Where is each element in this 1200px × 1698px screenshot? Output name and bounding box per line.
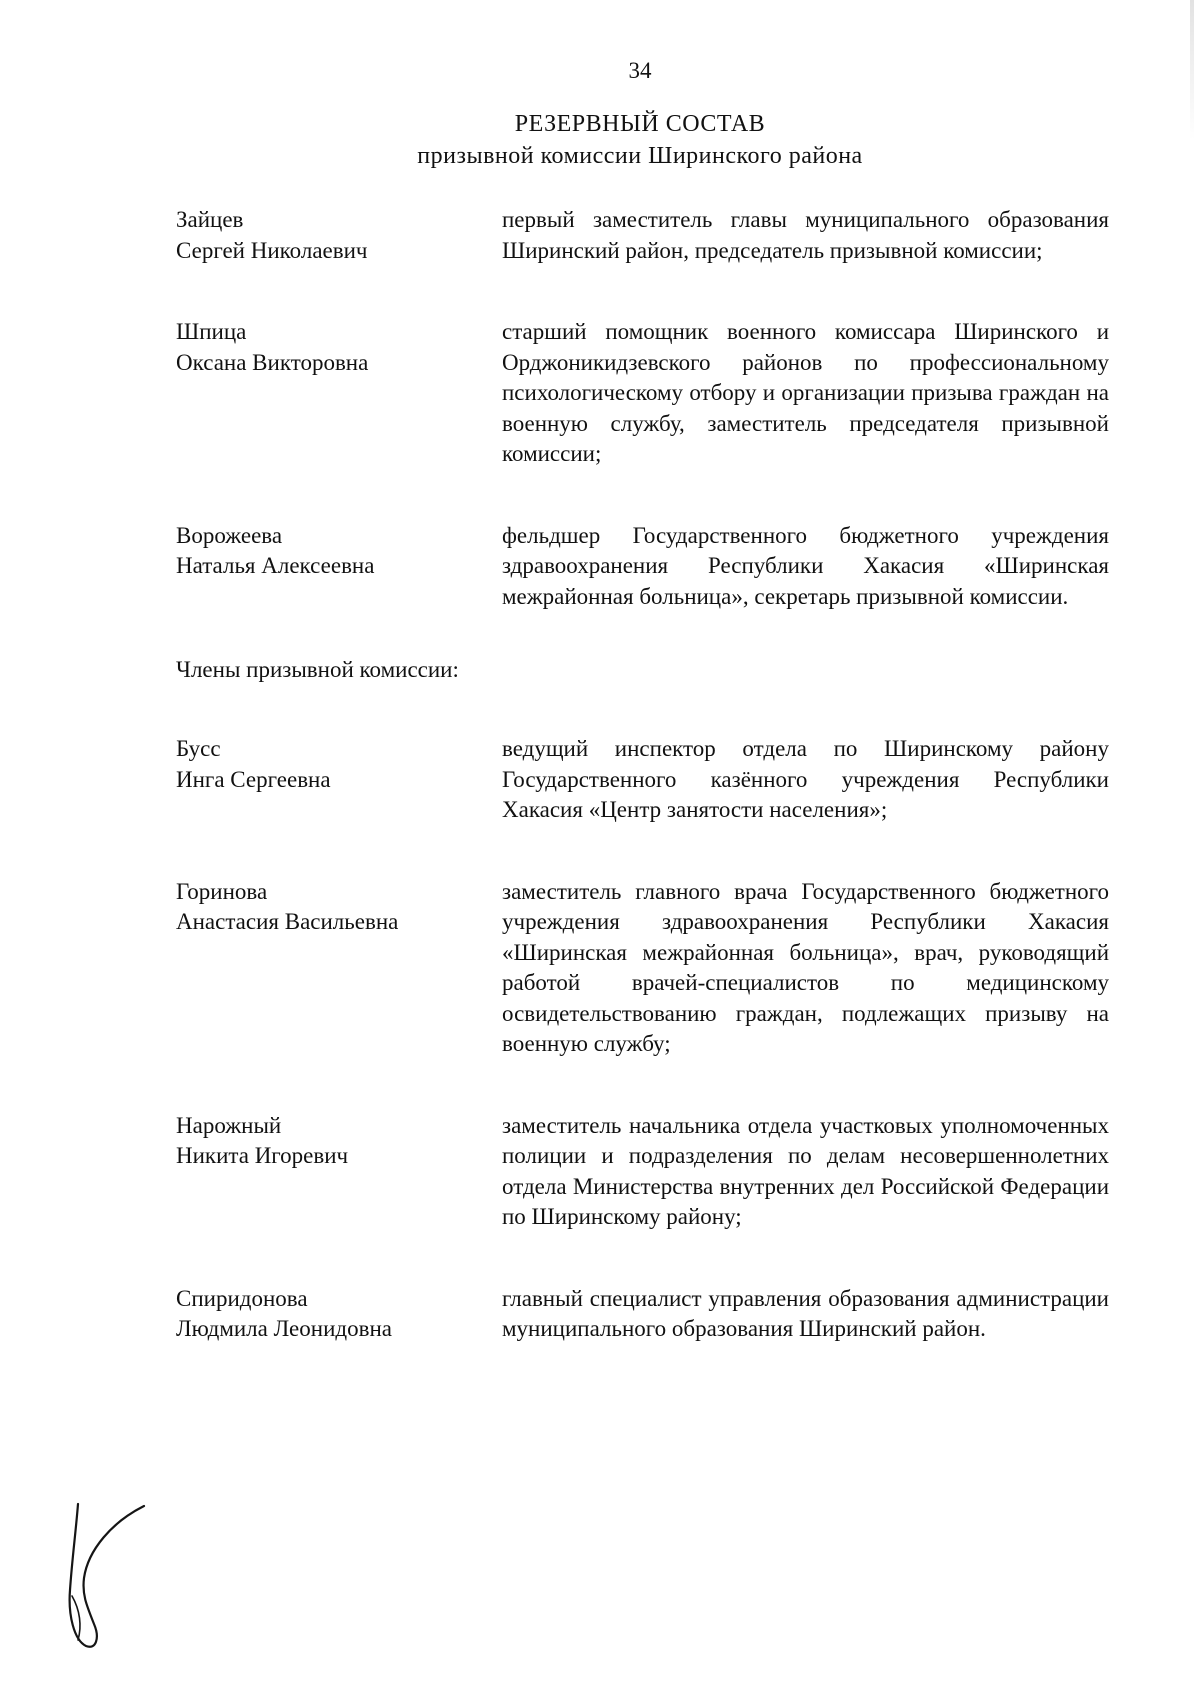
person-role: фельдшер Государственного бюджетного учреждения здравоохранения Республики Хакасия «Ширинская межрайонная больница», секретарь призывной комиссии. xyxy=(502,522,1109,609)
entry-spiridonova xyxy=(176,1284,1111,1345)
title-line-2: призывной комиссии Ширинского района xyxy=(417,143,863,169)
page-number: 34 xyxy=(628,58,652,83)
person-name xyxy=(176,1284,502,1345)
person-surname: Горинова xyxy=(176,878,268,904)
commission-list xyxy=(176,205,1111,1396)
entry-gorinova xyxy=(176,877,1111,1060)
person-given-names: Анастасия Васильевна xyxy=(176,909,399,934)
person-surname: Зайцев xyxy=(176,207,244,232)
entry-zaytsev xyxy=(176,205,1111,266)
entry-shpitsa xyxy=(176,317,1111,470)
person-role: первый заместитель главы муниципального образования Ширинский район, председатель призывной комиссии; xyxy=(502,207,1109,263)
person-surname: Шпица xyxy=(176,319,247,344)
person-surname: Ворожеева xyxy=(176,522,283,548)
handwritten-signature xyxy=(60,1500,150,1650)
person-role: главный специалист управления образования администрации муниципального образования Ширинский район. xyxy=(502,1285,1109,1341)
person-surname: Бусс xyxy=(176,736,221,761)
person-surname: Спиридонова xyxy=(176,1285,308,1311)
person-given-names: Сергей Николаевич xyxy=(176,237,368,263)
person-given-names: Инга Сергеевна xyxy=(176,766,331,792)
person-role: старший помощник военного комиссара Ширинского и Орджоникидзевского районов по профессиональному психологическому отбору и организации призыва граждан на военную службу, заместитель председателя призывной комиссии; xyxy=(502,319,1109,466)
person-role: заместитель начальника отдела участковых уполномоченных полиции и подразделения по делам несовершеннолетних отдела Министерства внутренних дел Российской Федерации по Ширинскому району; xyxy=(502,1112,1109,1229)
entry-buss xyxy=(176,734,1111,826)
person-name xyxy=(176,1111,502,1233)
entry-vorozheeva xyxy=(176,521,1111,613)
person-given-names: Оксана Викторовна xyxy=(176,349,369,375)
person-name xyxy=(176,205,502,266)
person-given-names: Никита Игоревич xyxy=(176,1143,349,1168)
person-role: ведущий инспектор отдела по Ширинскому району Государственного казённого учреждения Республики Хакасия «Центр занятости населения»; xyxy=(502,736,1109,822)
title-line-1: РЕЗЕРВНЫЙ СОСТАВ xyxy=(514,111,766,137)
person-name xyxy=(176,521,502,613)
document-title xyxy=(40,108,1200,172)
entry-narozhny xyxy=(176,1111,1111,1233)
person-given-names: Наталья Алексеевна xyxy=(176,553,375,578)
person-name xyxy=(176,877,502,1060)
person-surname: Нарожный xyxy=(176,1112,282,1138)
person-name xyxy=(176,734,502,826)
person-role: заместитель главного врача Государственного бюджетного учреждения здравоохранения Республики Хакасия «Ширинская межрайонная больница», врач, руководящий работой врачей-специалистов по медицинскому освидетельствованию граждан, подлежащих призыву на военную службу; xyxy=(502,878,1109,1056)
person-given-names: Людмила Леонидовна xyxy=(176,1316,392,1341)
person-name xyxy=(176,317,502,470)
members-section-label: Члены призывной комиссии: xyxy=(176,657,459,682)
